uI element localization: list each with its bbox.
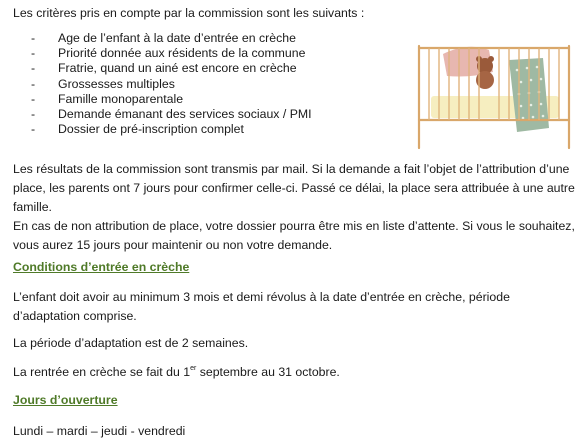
results-line2: En cas de non attribution de place, votre dossier pourra être mis en liste d’attente. Si vous le souhaitez, vous aurez 15 jours pour maintenir ou non votre demande. [13,219,575,252]
results-paragraph [13,160,578,255]
criteria-label: Famille monoparentale [58,91,184,106]
bullet-dash: - [31,31,36,45]
list-item [31,92,312,107]
list-item [31,122,312,137]
start-text-after: septembre au 31 octobre. [196,365,340,379]
conditions-start-text [13,363,340,382]
list-item [31,107,312,122]
opening-days-text: Lundi – mardi – jeudi - vendredi [13,424,186,438]
intro-text: Les critères pris en compte par la commission sont les suivants : [13,6,365,20]
conditions-adaptation-text: La période d’adaptation est de 2 semaines. [13,336,249,350]
bullet-dash: - [31,61,36,76]
bullet-dash: - [31,122,36,137]
results-line1: Les résultats de la commission sont transmis par mail. Si la demande a fait l’objet de l’attribution d’une place, les parents ont 7 jours pour confirmer celle-ci. Passé ce délai, la place sera attribuée à une autre famille. [13,162,575,214]
start-text-before: La rentrée en crèche se fait du 1 [13,365,191,379]
list-item [31,61,312,76]
list-item [31,46,312,61]
list-item [31,77,312,92]
criteria-label: Grossesses multiples [58,76,175,91]
bullet-dash: - [31,46,36,61]
criteria-label: Priorité donnée aux résidents de la commune [58,46,306,61]
criteria-label: Dossier de pré-inscription complet [58,122,244,137]
criteria-label: Age de l’enfant à la date d’entrée en crèche [58,31,296,45]
conditions-heading: Conditions d’entrée en crèche [13,260,190,274]
conditions-age-text: L’enfant doit avoir au minimum 3 mois et demi révolus à la date d’entrée en crèche, période d’adaptation comprise. [13,290,510,323]
list-item [31,31,312,46]
criteria-list [31,31,312,137]
crib-illustration [413,36,575,152]
start-text-sup: er [190,364,197,372]
bullet-dash: - [31,76,36,91]
criteria-label: Fratrie, quand un ainé est encore en crèche [58,61,297,76]
criteria-label: Demande émanant des services sociaux / PMI [58,106,312,121]
bullet-dash: - [31,106,36,121]
bullet-dash: - [31,91,36,106]
opening-heading: Jours d’ouverture [13,393,118,407]
